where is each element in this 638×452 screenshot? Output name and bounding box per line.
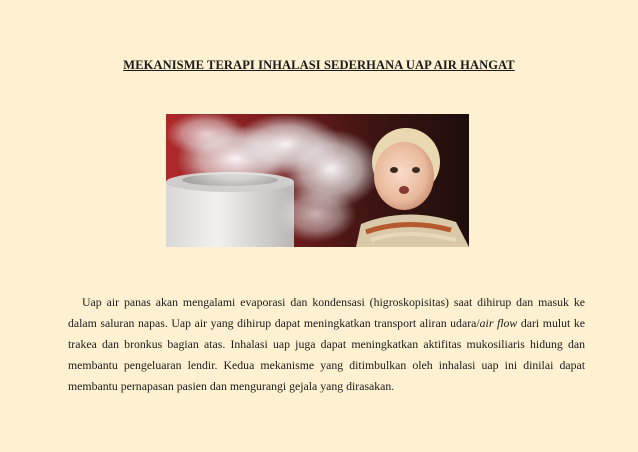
body-paragraph (68, 292, 585, 397)
paragraph-text-2: dari mulut ke trakea dan bronkus bagian atas. Inhalasi uap juga dapat meningkatkan aktifitas mukosiliaris hidung dan membantu pengeluaran lendir. Kedua mekanisme yang ditimbulkan oleh inhalasi uap ini dinilai dapat membantu pernapasan pasien dan mengurangi gejala yang dirasakan. (68, 316, 585, 393)
child-face (374, 142, 434, 210)
paragraph-text-1: Uap air panas akan mengalami evaporasi dan kondensasi (higroskopisitas) saat dihirup dan masuk ke dalam saluran napas. Uap air yang dihirup dapat meningkatkan transport aliran udara/ (68, 295, 585, 330)
document-title: MEKANISME TERAPI INHALASI SEDERHANA UAP AIR HANGAT (123, 58, 515, 72)
paragraph-italic-term: air flow (479, 316, 518, 330)
child-steam-inhalation-photo (166, 114, 469, 247)
